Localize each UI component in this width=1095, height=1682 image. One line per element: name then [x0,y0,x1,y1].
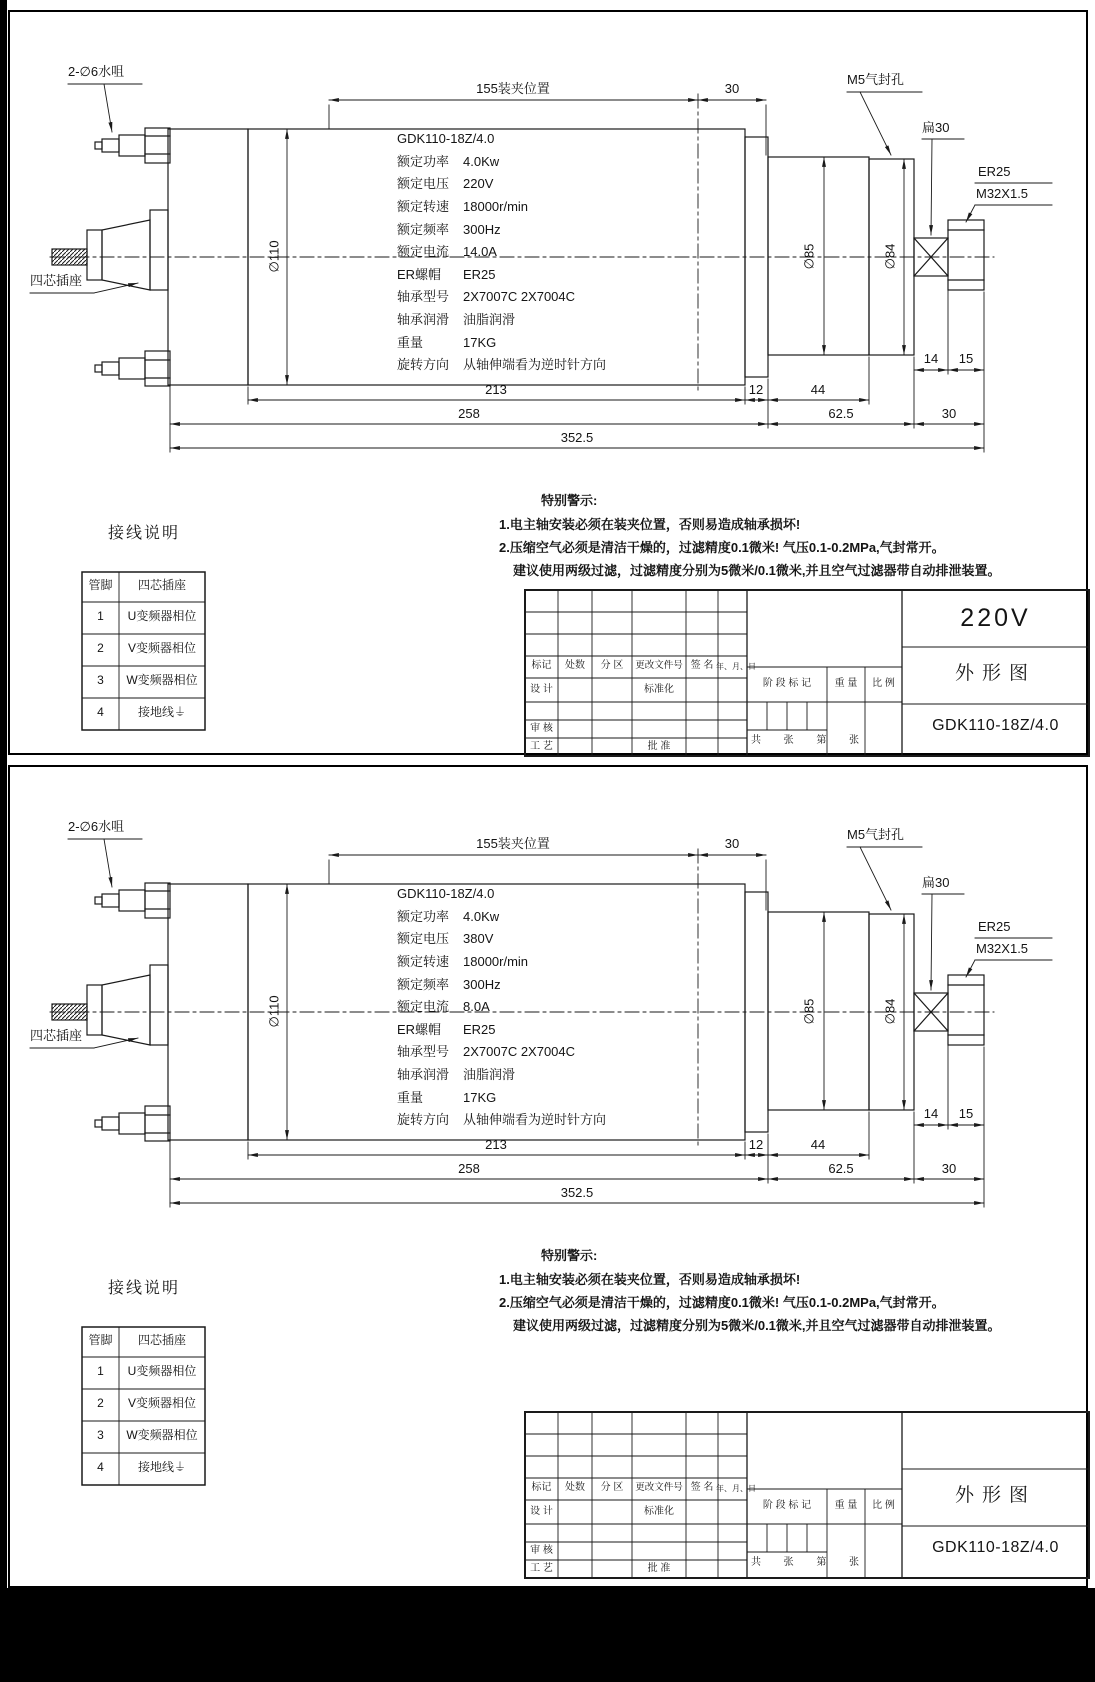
callout-connector: 四芯插座 [30,273,83,288]
dim-label-352-5: 352.5 [560,430,594,445]
tb-scale: 比 例 [872,1500,895,1511]
wiring-desc-4: 接地线⏚ [137,705,186,719]
dim-label-dia85: ∅85 [801,243,817,270]
spec-row-power: 额定功率 4.0Kw [397,154,500,169]
tb-approve: 批 准 [647,1563,671,1574]
dim-label-30-top: 30 [724,836,740,851]
wiring-title: 接线说明 [107,1280,180,1297]
wiring-pin-2: 2 [97,1396,104,1410]
dim-label-62-5: 62.5 [828,1161,854,1176]
dim-label-14: 14 [923,1106,939,1121]
warning-title: 特别警示: [541,493,598,508]
wiring-pin-2: 2 [97,641,104,655]
wiring-pin-3: 3 [97,1428,104,1442]
wiring-desc-2: V变频器相位 [127,1396,196,1410]
callout-m32-thread: M32X1.5 [976,186,1029,201]
dim-label-dia110: ∅110 [266,995,282,1028]
dim-label-14: 14 [923,351,939,366]
warning-line-3: 建议使用两级过滤，过滤精度分别为5微米/0.1微米,并且空气过滤器带自动排泄装置。 [513,563,1001,578]
warning-line-2: 2.压缩空气必须是清洁干燥的，过滤精度0.1微米! 气压0.1-0.2MPa,气封常开。 [499,540,945,555]
wiring-title: 接线说明 [107,525,180,542]
dim-label-dia85: ∅85 [801,998,817,1025]
tb-design: 设 计 [530,684,553,695]
dim-label-258: 258 [458,1161,480,1176]
tb-approve: 批 准 [647,741,671,752]
tb-check: 审 核 [530,1545,553,1556]
wiring-col-pin: 管脚 [88,578,113,592]
tb-sheet-count: 共 张 第 张 [751,735,859,746]
tb-zone: 分 区 [600,1482,624,1493]
spec-row-frequency: 额定频率 300Hz [397,222,501,237]
dim-label-352-5: 352.5 [560,1185,594,1200]
tb-sign: 签 名 [690,660,714,671]
spec-row-bearing: 轴承型号 2X7007C 2X7004C [397,289,576,304]
wiring-desc-3: W变频器相位 [126,673,198,687]
spec-row-bearing: 轴承型号 2X7007C 2X7004C [397,1044,576,1059]
wiring-desc-3: W变频器相位 [126,1428,198,1442]
spec-row-voltage: 额定电压 220V [397,176,494,191]
spec-row-power: 额定功率 4.0Kw [397,909,500,924]
callout-er25: ER25 [978,164,1011,179]
wiring-desc-1: U变频器相位 [127,609,197,623]
spec-row-speed: 额定转速 18000r/min [397,954,529,969]
tb-stage-mark: 阶 段 标 记 [762,678,812,689]
tb-drawing-name: 外形图 [954,663,1036,684]
tb-mark: 标记 [531,1482,552,1493]
callout-er25: ER25 [978,919,1011,934]
spec-row-er-nut: ER螺帽 ER25 [397,267,496,282]
dim-label-dia110: ∅110 [266,240,282,273]
dim-label-12: 12 [748,1137,764,1152]
callout-water-nozzle: 2-∅6水咀 [68,819,125,834]
tb-drawing-name: 外形图 [954,1485,1036,1506]
tb-standardization: 标准化 [644,1506,674,1517]
tb-design: 设 计 [530,1506,553,1517]
tb-weight: 重 量 [834,678,858,689]
spec-row-voltage: 额定电压 380V [397,931,494,946]
wiring-pin-4: 4 [97,705,104,719]
drawing-sheet-220v [8,10,1088,755]
warning-line-1: 1.电主轴安装必须在装夹位置，否则易造成轴承损坏! [499,517,801,532]
tb-mark: 标记 [531,660,552,671]
spec-row-weight: 重量 17KG [397,1090,497,1105]
spec-row-lubrication: 轴承润滑 油脂润滑 [397,312,516,327]
page-left-black-edge [0,0,7,1682]
tb-count: 处数 [565,1482,585,1493]
dim-label-clamp-position: 155装夹位置 [476,81,550,96]
dim-label-213: 213 [485,1137,507,1152]
spec-row-rotation: 旋转方向 从轴伸端看为逆时针方向 [397,357,607,372]
wiring-desc-1: U变频器相位 [127,1364,197,1378]
callout-air-seal-hole: M5气封孔 [847,72,905,87]
dim-label-30-bottom: 30 [941,1161,957,1176]
tb-weight: 重 量 [834,1500,858,1511]
spec-row-er-nut: ER螺帽 ER25 [397,1022,496,1037]
callout-flat-30: 扁30 [922,875,950,890]
dim-label-44: 44 [810,1137,826,1152]
callout-water-nozzle: 2-∅6水咀 [68,64,125,79]
tb-sign: 签 名 [690,1482,714,1493]
spec-row-current: 额定电流 8.0A [397,999,490,1014]
wiring-pin-4: 4 [97,1460,104,1474]
dim-label-dia84: ∅84 [882,243,898,270]
tb-process: 工 艺 [530,741,553,752]
tb-scale: 比 例 [872,678,895,689]
dim-label-213: 213 [485,382,507,397]
wiring-col-socket: 四芯插座 [137,578,186,592]
tb-voltage: 220V [960,604,1031,632]
wiring-pin-1: 1 [97,609,104,623]
spec-row-lubrication: 轴承润滑 油脂润滑 [397,1067,516,1082]
tb-drawing-number: GDK110-18Z/4.0 [932,1539,1059,1556]
warning-line-3: 建议使用两级过滤，过滤精度分别为5微米/0.1微米,并且空气过滤器带自动排泄装置。 [513,1318,1001,1333]
dim-label-12: 12 [748,382,764,397]
spec-row-speed: 额定转速 18000r/min [397,199,529,214]
dim-label-62-5: 62.5 [828,406,854,421]
callout-m32-thread: M32X1.5 [976,941,1029,956]
dim-label-30-bottom: 30 [941,406,957,421]
spec-row-rotation: 旋转方向 从轴伸端看为逆时针方向 [397,1112,607,1127]
wiring-col-socket: 四芯插座 [137,1333,186,1347]
title-block [525,590,1089,756]
drawing-sheet-380v [8,765,1088,1588]
dim-label-clamp-position: 155装夹位置 [476,836,550,851]
dim-label-15: 15 [958,351,974,366]
wiring-desc-2: V变频器相位 [127,641,196,655]
tb-change-doc: 更改文件号 [635,1482,683,1493]
warning-line-1: 1.电主轴安装必须在装夹位置，否则易造成轴承损坏! [499,1272,801,1287]
dim-label-dia84: ∅84 [882,998,898,1025]
warning-title: 特别警示: [541,1248,598,1263]
tb-sheet-count: 共 张 第 张 [751,1557,859,1568]
tb-drawing-number: GDK110-18Z/4.0 [932,717,1059,734]
spec-model: GDK110-18Z/4.0 [397,886,495,901]
tb-stage-mark: 阶 段 标 记 [762,1500,812,1511]
tb-date: 年、月、日 [716,662,756,671]
tb-count: 处数 [565,660,585,671]
wiring-col-pin: 管脚 [88,1333,113,1347]
callout-connector: 四芯插座 [30,1028,83,1043]
warning-line-2: 2.压缩空气必须是清洁干燥的，过滤精度0.1微米! 气压0.1-0.2MPa,气封常开。 [499,1295,945,1310]
spec-row-frequency: 额定频率 300Hz [397,977,501,992]
dim-label-15: 15 [958,1106,974,1121]
title-block [525,1412,1089,1578]
tb-zone: 分 区 [600,660,624,671]
tb-date: 年、月、日 [716,1484,756,1493]
spec-row-weight: 重量 17KG [397,335,497,350]
callout-flat-30: 扁30 [922,120,950,135]
dim-label-30-top: 30 [724,81,740,96]
dim-label-44: 44 [810,382,826,397]
wiring-pin-3: 3 [97,673,104,687]
tb-check: 审 核 [530,723,553,734]
wiring-pin-1: 1 [97,1364,104,1378]
dim-label-258: 258 [458,406,480,421]
page-bottom-black-edge [0,1588,1095,1682]
tb-standardization: 标准化 [644,684,674,695]
tb-process: 工 艺 [530,1563,553,1574]
tb-change-doc: 更改文件号 [635,660,683,671]
callout-air-seal-hole: M5气封孔 [847,827,905,842]
wiring-desc-4: 接地线⏚ [137,1460,186,1474]
spec-model: GDK110-18Z/4.0 [397,131,495,146]
spec-row-current: 额定电流 14.0A [397,244,497,259]
